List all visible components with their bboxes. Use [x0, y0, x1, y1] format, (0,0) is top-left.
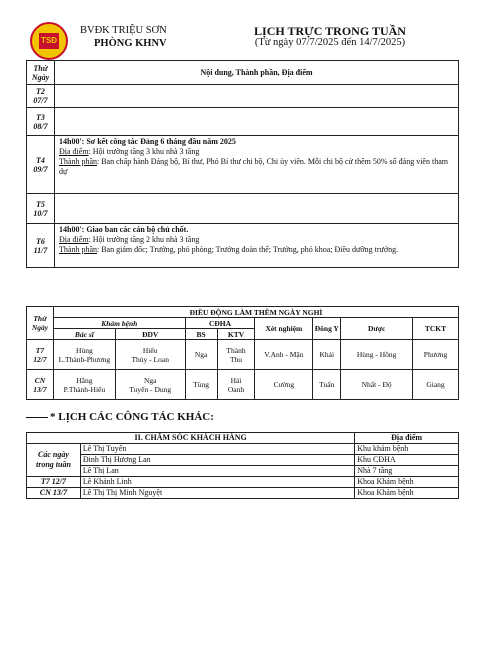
col-day-header: Thứ Ngày [27, 307, 54, 340]
bacsi-cell: Hằng P.Thành-Hiếu [53, 370, 115, 400]
col-ktv-header: KTV [217, 329, 255, 340]
weekly-schedule-table [26, 60, 459, 268]
table-row [27, 224, 459, 268]
department-name: PHÒNG KHNV [94, 38, 167, 49]
col-ddv-header: ĐDV [115, 329, 185, 340]
day-cell: T6 11/7 [27, 224, 55, 268]
place-cell: Khu CĐHA [355, 455, 459, 466]
org-name: BVĐK TRIỆU SƠN [80, 25, 167, 36]
table-row [27, 85, 459, 108]
day-cell: CN 13/7 [27, 370, 54, 400]
divider [26, 417, 48, 418]
col-dongy-header: Đông Y [313, 318, 341, 340]
bacsi-cell: Hùng L.Thành-Phương [53, 340, 115, 370]
table-row [27, 136, 459, 194]
col-cdha-header: CĐHA [185, 318, 255, 329]
content-cell [55, 85, 459, 108]
place-cell: Khoa Khám bệnh [355, 488, 459, 499]
event-members: Thành phần: Ban chấp hành Đảng bộ, Bí thư, Phó Bí thư chi bộ, Chi ủy viên. Mỗi chi bộ cử thêm 50% số đảng viên tham dự [59, 157, 448, 176]
col-bacsi-header: Bác sĩ [53, 329, 115, 340]
care-title: II. CHĂM SÓC KHÁCH HÀNG [27, 433, 355, 444]
content-cell [55, 194, 459, 224]
place-cell: Nhà 7 tầng [355, 466, 459, 477]
xn-cell: Cường [255, 370, 313, 400]
other-tasks-heading: * LỊCH CÁC CÔNG TÁC KHÁC: [26, 411, 214, 423]
content-cell [55, 224, 459, 268]
xn-cell: V.Anh - Mận [255, 340, 313, 370]
weekend-duty-table [26, 306, 459, 400]
day-cell: T3 08/7 [27, 108, 55, 136]
week-label: Các ngày trong tuần [27, 444, 81, 477]
event-members: Thành phần: Ban giám đốc; Trưởng, phó phòng; Trưởng đoàn thể; Trưởng, phó khoa; Điều dưỡng trưởng. [59, 245, 399, 254]
logo-text: TSĐ [39, 33, 59, 49]
name-cell: Lê Thị Tuyến [80, 444, 354, 455]
table-row [27, 455, 459, 466]
page-title: LỊCH TRỰC TRONG TUẦN [254, 24, 406, 38]
weekend-title: ĐIỀU ĐỘNG LÀM THÊM NGÀY NGHỈ [53, 307, 458, 318]
customer-care-table [26, 432, 459, 499]
page-subtitle: (Từ ngày 07/7/2025 đến 14/7/2025) [254, 37, 406, 48]
tckt-cell: Giang [413, 370, 459, 400]
name-cell: Đinh Thị Hương Lan [80, 455, 354, 466]
bs-cell: Nga [185, 340, 217, 370]
dongy-cell: Tuấn [313, 370, 341, 400]
event-place: Địa điểm: Hội trường tầng 2 khu nhà 3 tầng [59, 235, 200, 244]
event-place: Địa điểm: Hội trường tầng 3 khu nhà 3 tầng [59, 147, 200, 156]
col-tckt-header: TCKT [413, 318, 459, 340]
place-cell: Khoa Khám bệnh [355, 477, 459, 488]
col-xn-header: Xét nghiệm [255, 318, 313, 340]
place-cell: Khu khám bệnh [355, 444, 459, 455]
day-cell: T5 10/7 [27, 194, 55, 224]
day-cell: T4 09/7 [27, 136, 55, 194]
event-title: 14h00': Giao ban các cán bộ chủ chốt. [59, 225, 189, 234]
col-kham-header: Khám bệnh [53, 318, 185, 329]
table-row [27, 108, 459, 136]
name-cell: Lê Khánh Linh [80, 477, 354, 488]
duoc-cell: Hùng - Hồng [341, 340, 413, 370]
day-label: CN 13/7 [27, 488, 81, 499]
bs-cell: Tùng [185, 370, 217, 400]
content-cell [55, 108, 459, 136]
ktv-cell: Thành Thu [217, 340, 255, 370]
day-cell: T7 12/7 [27, 340, 54, 370]
table-row [27, 370, 459, 400]
col-duoc-header: Dược [341, 318, 413, 340]
day-label: T7 12/7 [27, 477, 81, 488]
content-cell [55, 136, 459, 194]
duoc-cell: Nhất - Độ [341, 370, 413, 400]
col-bs-header: BS [185, 329, 217, 340]
table-row [27, 488, 459, 499]
table-row [27, 194, 459, 224]
col-place-header: Địa điểm [355, 433, 459, 444]
ddv-cell: Nga Tuyến - Dung [115, 370, 185, 400]
event-title: 14h00': Sơ kết công tác Đảng 6 tháng đầu năm 2025 [59, 137, 236, 146]
name-cell: Lê Thị Lan [80, 466, 354, 477]
ddv-cell: Hiếu Thủy - Loan [115, 340, 185, 370]
table-row [27, 340, 459, 370]
table-row [27, 477, 459, 488]
hospital-logo-icon [30, 22, 68, 60]
dongy-cell: Khải [313, 340, 341, 370]
name-cell: Lê Thị Thị Minh Nguyệt [80, 488, 354, 499]
ktv-cell: Hải Oanh [217, 370, 255, 400]
day-cell: T2 07/7 [27, 85, 55, 108]
table-row [27, 466, 459, 477]
col-day-header: Thứ Ngày [27, 61, 55, 85]
tckt-cell: Phương [413, 340, 459, 370]
table-row [27, 444, 459, 455]
col-content-header: Nội dung, Thành phần, Địa điểm [55, 61, 459, 85]
